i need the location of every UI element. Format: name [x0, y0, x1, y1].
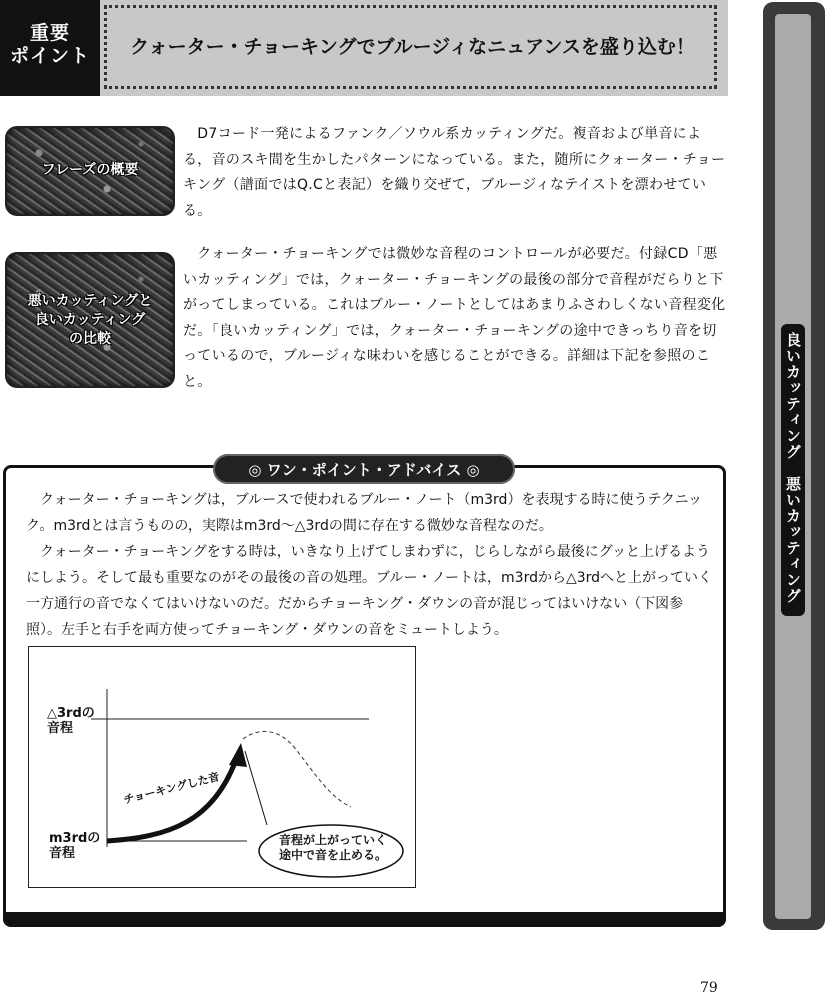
minor-third-label: m3rdの 音程 [49, 831, 101, 861]
comparison-text: クォーター・チョーキングでは微妙な音程のコントロールが必要だ。付録CD「悪いカッティング」では，クォーター・チョーキングの最後の部分で音程がだらりと下がってしまっている。これはブルー・ノートとしてはあまりふさわしくない音程変化だ。「良いカッティング」では，クォーター・チョーキングの途中できっちり音を切っているので，ブルージィな味わいを感じることができる。詳細は下記を参照のこと。 [183, 246, 726, 390]
comparison-label-box [5, 252, 175, 388]
key-point-badge-label: 重要 ポイント [9, 22, 90, 67]
sidebar-tab-label: 良いカッティング 悪いカッティング [784, 332, 802, 604]
phrase-overview-text: D7コード一発によるファンク／ソウル系カッティングだ。複音および単音による，音のスキ間を生かしたパターンになっている。また，随所にクォーター・チョーキング（譜面ではQ.Cと表記）を織り交ぜて，ブルージィなテイストを漂わせている。 [183, 126, 726, 219]
major-third-label: △3rdの 音程 [47, 706, 95, 736]
choke-down-dashed-curve [243, 731, 351, 807]
advice-paragraph: クォーター・チョーキングは，ブルースで使われるブルー・ノート（m3rd）を表現する時に使うテクニック。m3rdとは言うものの，実際はm3rd～△3rdの間に存在する微妙な音程なのだ。 [26, 492, 703, 534]
advice-paragraph: クォーター・チョーキングをする時は，いきなり上げてしまわずに，じらしながら最後にグッと上げるようにしよう。そして最も重要なのがその最後の音の処理。ブルー・ノートは，m3rdから△3rdへと上がっていく一方通行の音でなくてはいけないのだ。だからチョーキング・ダウンの音が混じってはいけない（下図参照）。左手と右手を両方使ってチョーキング・ダウンの音をミュートしよう。 [26, 544, 713, 638]
advice-box-bottom-bar [3, 912, 726, 927]
curve-label: チョーキングした音 [122, 770, 221, 807]
advice-text [26, 487, 716, 643]
phrase-overview-label-box [5, 126, 175, 216]
header-title: クォーター・チョーキングでブルージィなニュアンスを盛り込む！ [130, 36, 695, 58]
phrase-overview-label: フレーズの概要 [41, 162, 139, 178]
comparison-label: 悪いカッティングと 良いカッティング の比較 [27, 293, 153, 347]
bubble-pointer [245, 751, 267, 825]
pitch-diagram [28, 646, 416, 888]
speech-bubble-text: 音程が上がっていく 途中で音を止める。 [278, 833, 387, 862]
choking-arrowhead [229, 743, 247, 767]
advice-title: ◎ ワン・ポイント・アドバイス ◎ [248, 461, 480, 479]
page-number: 79 [700, 980, 718, 996]
